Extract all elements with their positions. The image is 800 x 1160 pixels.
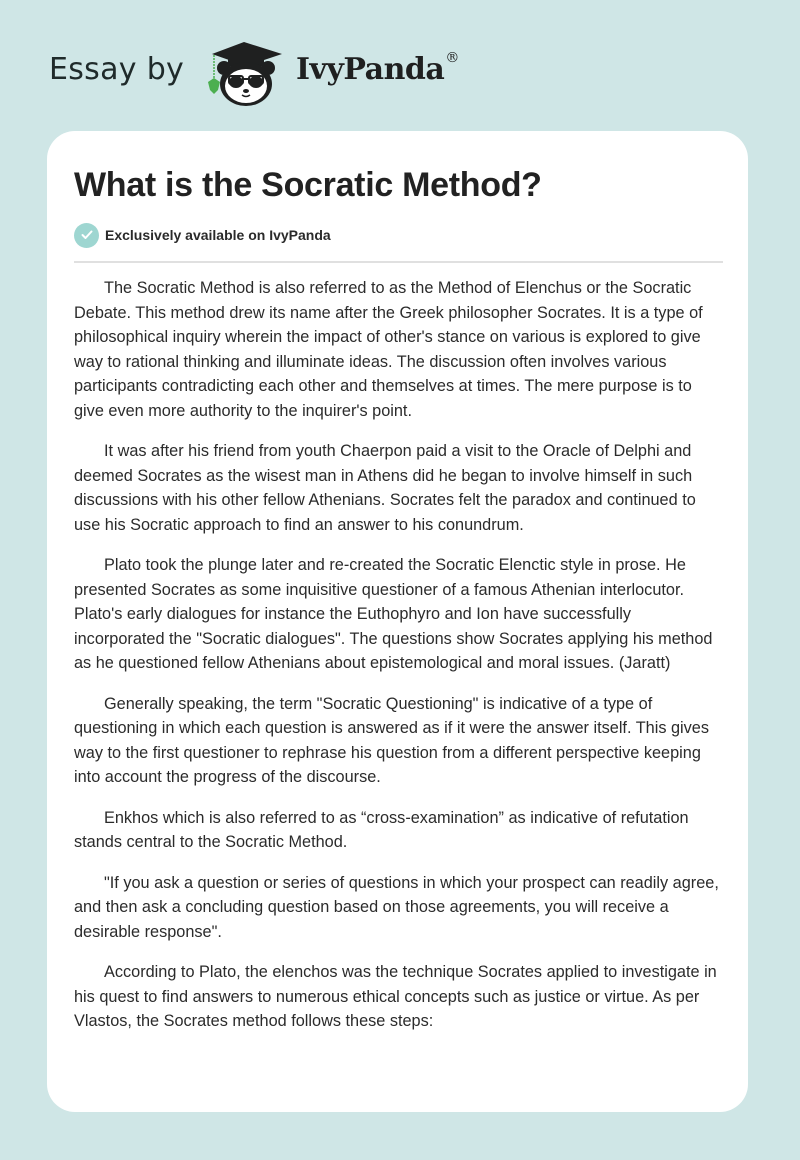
essay-body xyxy=(74,276,724,1050)
essay-card xyxy=(47,131,748,1112)
essay-by-label: Essay by xyxy=(49,52,185,87)
exclusive-badge xyxy=(74,222,331,248)
exclusive-badge-text: Exclusively available on IvyPanda xyxy=(105,227,331,243)
paragraph: It was after his friend from youth Chaerpon paid a visit to the Oracle of Delphi and deemed Socrates as the wisest man in Athens did he began to involve himself in such discussions with his other fellow Athenians. Socrates felt the paradox and continued to use his Socratic approach to find an answer to his conundrum. xyxy=(74,442,696,534)
site-header xyxy=(0,0,800,130)
registered-mark: ® xyxy=(445,50,459,66)
paragraph: Plato took the plunge later and re-created the Socratic Elenctic style in prose. He presented Socrates as some inquisitive questioner of a famous Athenian interlocutor. Plato's early dialogues for instance the Euthophyro and Ion have successfully incorporated the "Socratic dialogues". The questions show Socrates applying his method as he questioned fellow Athenians about epistemological and moral issues. (Jaratt) xyxy=(74,556,713,672)
paragraph: According to Plato, the elenchos was the technique Socrates applied to investigate in his quest to find answers to numerous ethical concepts such as justice or virtue. As per Vlastos, the Socrates method follows these steps: xyxy=(74,963,717,1030)
paragraph: Enkhos which is also referred to as “cross-examination” as indicative of refutation stands central to the Socratic Method. xyxy=(74,808,689,851)
panda-graduate-logo-icon[interactable] xyxy=(202,36,292,108)
paragraph: "If you ask a question or series of questions in which your prospect can readily agree, and then ask a concluding question based on those agreements, you will receive a desirable response". xyxy=(74,873,719,941)
paragraph: Generally speaking, the term "Socratic Questioning" is indicative of a type of questioning in which each question is answered as if it were the answer itself. This gives way to the first questioner to rephrase his question from a different perspective keeping into account the progress of the discourse. xyxy=(74,694,710,786)
paragraph: The Socratic Method is also referred to as the Method of Elenchus or the Socratic Debate. This method drew its name after the Greek philosopher Socrates. It is a type of philosophical inquiry wherein the impact of other's stance on various is explored to give way to rational thinking and illuminate ideas. The discussion often involves various participants contradicting each other and themselves at times. The mere purpose is to give even more authority to the inquirer's point. xyxy=(74,279,703,420)
page-title: What is the Socratic Method? xyxy=(74,166,542,204)
divider xyxy=(74,261,723,263)
brand-name: IvyPanda® xyxy=(296,50,459,87)
check-circle-icon xyxy=(74,223,99,248)
